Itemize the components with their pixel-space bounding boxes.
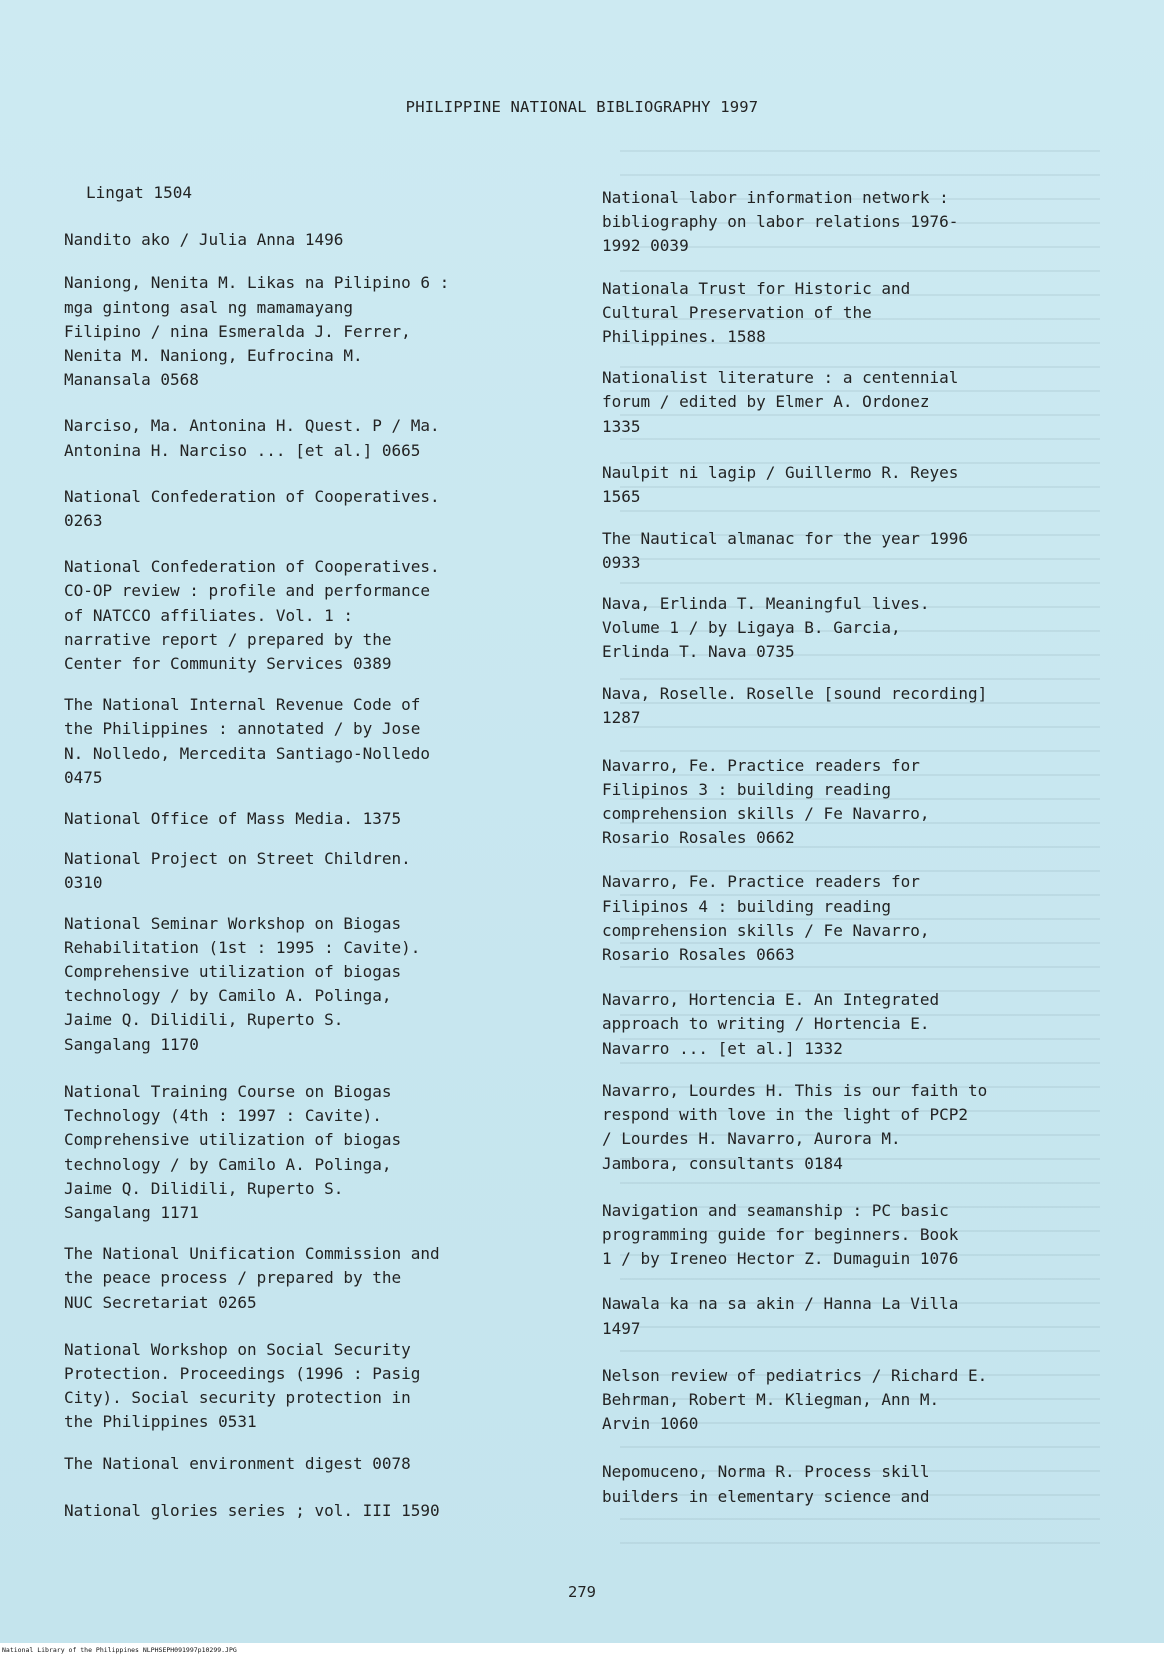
entry-line: Sangalang 1170 — [64, 1034, 199, 1054]
entry-line: National Seminar Workshop on Biogas — [64, 913, 402, 933]
entry-line: Antonina H. Narciso ... [et al.] 0665 — [64, 440, 421, 460]
entry-line: 0933 — [602, 553, 641, 573]
entry-line: Filipinos 4 : building reading — [602, 896, 891, 916]
entry-line: 1 / by Ireneo Hector Z. Dumaguin 1076 — [602, 1249, 959, 1269]
entry-line: N. Nolledo, Mercedita Santiago-Nolledo — [64, 743, 431, 763]
entry-line: Center for Community Services 0389 — [64, 654, 392, 674]
bibliography-entry — [602, 592, 1102, 665]
bibliography-entry — [64, 485, 564, 533]
entry-line: Nava, Roselle. Roselle [sound recording] — [602, 684, 988, 704]
bibliography-entry — [64, 271, 564, 392]
entry-line: Nationalist literature : a centennial — [602, 368, 959, 388]
entry-line: National Project on Street Children. — [64, 849, 411, 869]
entry-line: Comprehensive utilization of biogas — [64, 962, 402, 982]
entry-line: Navarro ... [et al.] 1332 — [602, 1038, 843, 1058]
bibliography-entry — [602, 527, 1102, 575]
entry-line: Philippines. 1588 — [602, 327, 766, 347]
entry-line: the peace process / prepared by the — [64, 1268, 402, 1288]
entry-line: the Philippines : annotated / by Jose — [64, 719, 421, 739]
page-title: PHILIPPINE NATIONAL BIBLIOGRAPHY 1997 — [405, 98, 759, 116]
entry-line: The National Unification Commission and — [64, 1244, 440, 1264]
bibliography-entry — [602, 682, 1102, 730]
entry-line: The National environment digest 0078 — [64, 1453, 411, 1473]
entry-line: Behrman, Robert M. Kliegman, Ann M. — [602, 1389, 940, 1409]
bibliography-entry — [602, 461, 1102, 509]
entry-line: builders in elementary science and — [602, 1486, 930, 1506]
bibliography-entry — [602, 1460, 1102, 1508]
entry-line: approach to writing / Hortencia E. — [602, 1014, 930, 1034]
entry-line: National Confederation of Cooperatives. — [64, 557, 440, 577]
bibliography-entry — [602, 754, 1102, 851]
entry-line: Rosario Rosales 0662 — [602, 828, 795, 848]
entry-line: Nawala ka na sa akin / Hanna La Villa — [602, 1294, 959, 1314]
entry-line: Navarro, Fe. Practice readers for — [602, 872, 920, 892]
entry-line: Technology (4th : 1997 : Cavite). — [64, 1106, 382, 1126]
entry-line: Erlinda T. Nava 0735 — [602, 642, 795, 662]
entry-line: National glories series ; vol. III 1590 — [64, 1500, 440, 1520]
entry-line: forum / edited by Elmer A. Ordonez — [602, 392, 930, 412]
entry-line: Nava, Erlinda T. Meaningful lives. — [602, 593, 930, 613]
entry-line: respond with love in the light of PCP2 — [602, 1105, 969, 1125]
page-number: 279 — [568, 1583, 596, 1601]
bibliography-entry — [64, 228, 564, 252]
bibliography-entry — [602, 1364, 1102, 1437]
entry-line: comprehension skills / Fe Navarro, — [602, 920, 930, 940]
entry-line: 1565 — [602, 487, 641, 507]
entry-line: The Nautical almanac for the year 1996 — [602, 529, 969, 549]
entry-line: Protection. Proceedings (1996 : Pasig — [64, 1363, 421, 1383]
entry-line: The National Internal Revenue Code of — [64, 695, 421, 715]
entry-line: 1335 — [602, 416, 641, 436]
entry-line: Nationala Trust for Historic and — [602, 278, 911, 298]
entry-line: Rosario Rosales 0663 — [602, 945, 795, 965]
right-column — [602, 163, 1102, 1509]
bibliography-entry — [602, 186, 1102, 259]
bibliography-entry — [64, 1499, 564, 1523]
entry-line: Rehabilitation (1st : 1995 : Cavite). — [64, 937, 421, 957]
entry-line: 0475 — [64, 767, 103, 787]
entry-line: Narciso, Ma. Antonina H. Quest. P / Ma. — [64, 416, 440, 436]
entry-line: Nelson review of pediatrics / Richard E. — [602, 1365, 988, 1385]
bibliography-entry — [602, 870, 1102, 967]
bibliography-entry — [64, 847, 564, 895]
entry-line: CO-OP review : profile and performance — [64, 581, 431, 601]
entry-line: 0310 — [64, 873, 103, 893]
entry-line: Jaime Q. Dilidili, Ruperto S. — [64, 1178, 344, 1198]
bibliography-entry — [602, 366, 1102, 439]
entry-line: Jambora, consultants 0184 — [602, 1153, 843, 1173]
bibliography-entry — [64, 414, 564, 462]
entry-line: Manansala 0568 — [64, 370, 199, 390]
entry-line: Filipino / nina Esmeralda J. Ferrer, — [64, 321, 411, 341]
entry-line: Arvin 1060 — [602, 1414, 699, 1434]
bibliography-entry — [602, 1079, 1102, 1176]
entry-line: 0263 — [64, 511, 103, 531]
entry-line: Comprehensive utilization of biogas — [64, 1130, 402, 1150]
left-column — [64, 163, 564, 1523]
bibliography-entry — [602, 988, 1102, 1061]
entry-line: Navarro, Fe. Practice readers for — [602, 755, 920, 775]
entry-line: Volume 1 / by Ligaya B. Garcia, — [602, 617, 901, 637]
bibliography-entry — [64, 693, 564, 790]
entry-line: Jaime Q. Dilidili, Ruperto S. — [64, 1010, 344, 1030]
entry-line: Cultural Preservation of the — [602, 302, 872, 322]
bibliography-entry — [602, 277, 1102, 350]
bibliography-entry — [64, 1242, 564, 1315]
entry-line: comprehension skills / Fe Navarro, — [602, 804, 930, 824]
entry-line: National Training Course on Biogas — [64, 1081, 392, 1101]
entry-line: / Lourdes H. Navarro, Aurora M. — [602, 1129, 901, 1149]
bibliography-entry — [602, 1292, 1102, 1340]
entry-line: City). Social security protection in — [64, 1388, 411, 1408]
bibliography-entry — [64, 1338, 564, 1435]
entry-line: 1287 — [602, 708, 641, 728]
entry-line: National Confederation of Cooperatives. — [64, 486, 440, 506]
entry-line: programming guide for beginners. Book — [602, 1224, 959, 1244]
entry-line: National labor information network : — [602, 188, 949, 207]
entry-line: Navigation and seamanship : PC basic — [602, 1200, 949, 1220]
bibliography-entry — [64, 555, 564, 676]
entry-line: technology / by Camilo A. Polinga, — [64, 986, 392, 1006]
entry-line: Naulpit ni lagip / Guillermo R. Reyes — [602, 462, 959, 482]
entry-line: Naniong, Nenita M. Likas na Pilipino 6 : — [64, 273, 450, 293]
bibliography-entry — [64, 1080, 564, 1225]
entry-line: Nenita M. Naniong, Eufrocina M. — [64, 346, 363, 366]
bibliography-entry — [64, 807, 564, 831]
bibliography-entry — [602, 1199, 1102, 1272]
entry-line: Lingat 1504 — [86, 183, 192, 202]
entry-line: Filipinos 3 : building reading — [602, 779, 891, 799]
entry-line: Sangalang 1171 — [64, 1202, 199, 1222]
bibliography-entry — [64, 181, 564, 205]
entry-line: bibliography on labor relations 1976- — [602, 212, 959, 232]
entry-line: narrative report / prepared by the — [64, 629, 392, 649]
entry-line: NUC Secretariat 0265 — [64, 1292, 257, 1312]
entry-line: the Philippines 0531 — [64, 1412, 257, 1432]
entry-line: 1992 0039 — [602, 236, 689, 256]
entry-line: Navarro, Hortencia E. An Integrated — [602, 990, 940, 1010]
entry-line: National Office of Mass Media. 1375 — [64, 809, 402, 829]
bibliography-entry — [64, 912, 564, 1057]
entry-line: 1497 — [602, 1318, 641, 1338]
entry-line: technology / by Camilo A. Polinga, — [64, 1154, 392, 1174]
scan-footer: National Library of the Philippines NLPHSEPH091997p10299.JPG — [0, 1643, 1164, 1658]
entry-line: National Workshop on Social Security — [64, 1339, 411, 1359]
entry-line: Navarro, Lourdes H. This is our faith to — [602, 1080, 988, 1100]
bibliography-entry — [64, 1452, 564, 1476]
entry-line: mga gintong asal ng mamamayang — [64, 297, 353, 317]
entry-line: of NATCCO affiliates. Vol. 1 : — [64, 605, 353, 625]
entry-line: Nandito ako / Julia Anna 1496 — [64, 230, 344, 250]
entry-line: Nepomuceno, Norma R. Process skill — [602, 1462, 930, 1482]
